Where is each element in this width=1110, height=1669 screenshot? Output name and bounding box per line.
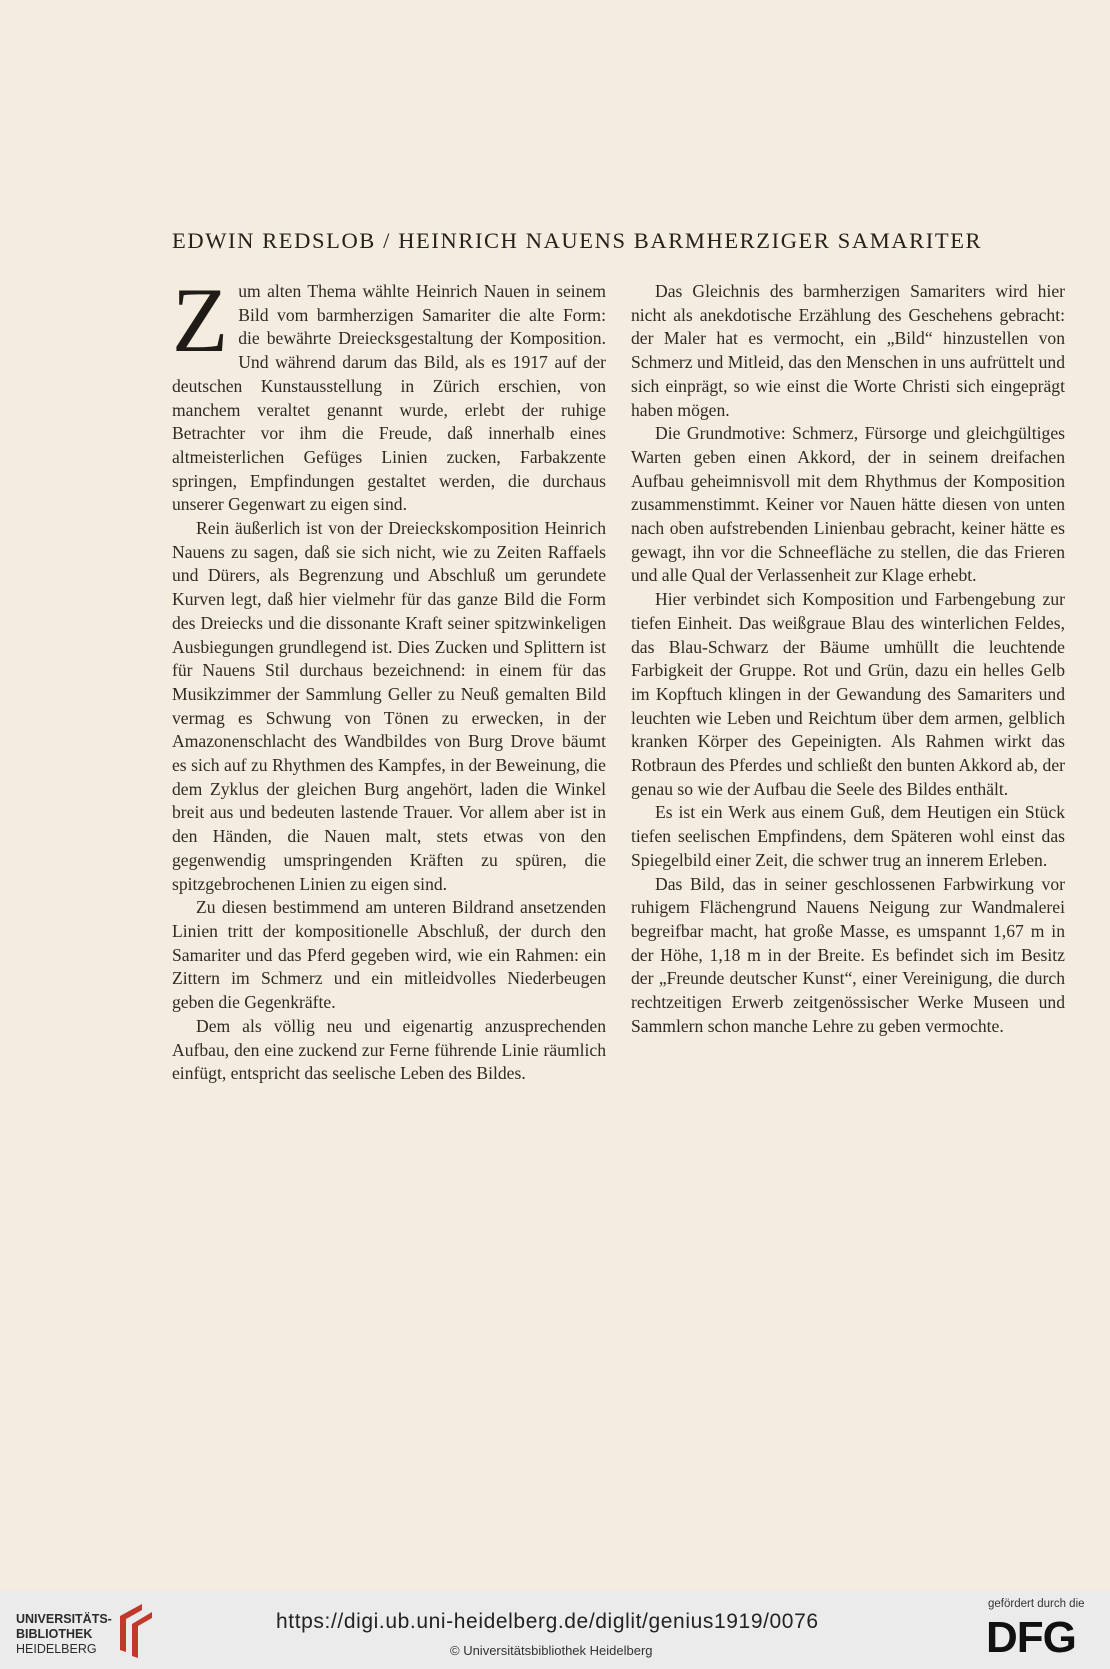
library-logo-icon	[112, 1600, 156, 1658]
paragraph: Zum alten Thema wählte Heinrich Nauen in seinem Bild vom barmherzigen Samariter die alte Form: die bewährte Dreiecksgestaltung der Komposition. Und während darum das Bild, als es 1917 auf der deutschen Kunstausstellung in Zürich erschien, von manchem veraltet genannt wurde, erlebt der ruhige Betrachter vor ihm die Freude, daß innerhalb eines altmeisterlichen Gefüges Linien zucken, Farbakzente springen, Empfindungen gestaltet werden, die durchaus unserer Gegenwart zu eigen sind.	[172, 269, 606, 515]
left-column	[172, 269, 606, 1086]
article-title: EDWIN REDSLOB / HEINRICH NAUENS BARMHERZIGER SAMARITER	[172, 228, 983, 253]
viewer-footer	[0, 1590, 1110, 1669]
paragraph: Dem als völlig neu und eigenartig anzusprechenden Aufbau, den eine zuckend zur Ferne führende Linie räumlich einfügt, entspricht das seelische Leben des Bildes.	[172, 1015, 606, 1084]
paragraph: Das Bild, das in seiner geschlossenen Farbwirkung vor ruhigem Flächengrund Nauens Neigung zur Wandmalerei begreifbar macht, hat große Masse, es umspannt 1,67 m in der Höhe, 1,18 m in der Breite. Es befindet sich im Besitz der „Freunde deutscher Kunst“, einer Vereinigung, die durch rechtzeitigen Erwerb zeitgenössischer Werke Museen und Sammlern schon manche Lehre zu geben vermochte.	[631, 873, 1065, 1036]
paragraph: Hier verbindet sich Komposition und Farbengebung zur tiefen Einheit. Das weißgraue Blau des winterlichen Feldes, das Blau-Schwarz der Bäume umhüllt die leuchtende Farbigkeit der Gruppe. Rot und Grün, dazu ein helles Gelb im Kopftuch klingen in der Gewandung des Samariters und leuchten wie Leben und Reichtum über dem armen, gelblich kranken Körper des Gepeinigten. Als Rahmen wirkt das Rotbraun des Pferdes und schließt den bunten Akkord ab, der genau so wie der Aufbau die Seele des Bildes enthält.	[631, 589, 1065, 799]
copyright-notice: © Universitätsbibliothek Heidelberg	[450, 1643, 653, 1658]
paragraph: Die Grundmotive: Schmerz, Fürsorge und gleichgültiges Warten geben einen Akkord, der in seinem dreifachen Aufbau geheimnisvoll mit dem Rhythmus der Komposition zusammenstimmt. Keiner vor Nauen hätte diesen von unten nach oben aufstrebenden Linienbau gebracht, keiner hätte es gewagt, ihn vor die Schneefläche zu stellen, die das Frieren und alle Qual der Verlassenheit zur Klage erhebt.	[631, 423, 1065, 586]
permalink-url[interactable]: https://digi.ub.uni-heidelberg.de/diglit/genius1919/0076	[276, 1610, 819, 1633]
paragraph: Das Gleichnis des barmherzigen Samariters wird hier nicht als anekdotische Erzählung des Geschehens gebracht: der Maler hat es vermocht, ein „Bild“ hinzustellen von Schmerz und Mitleid, das den Menschen in uns aufrüttelt und sich einprägt, so wie einst die Worte Christi sich eingeprägt haben mögen.	[631, 281, 1065, 420]
dfg-logo: DFG	[986, 1613, 1076, 1662]
paragraph: Rein äußerlich ist von der Dreieckskomposition Heinrich Nauens zu sagen, daß sie sich nicht, wie zu Zeiten Raffaels und Dürers, als Begrenzung und Abschluß um gerundete Kurven legt, daß hier vielmehr für das ganze Bild die Form des Dreiecks und die dissonante Kraft seiner spitzwinkeligen Ausbiegungen grundlegend ist. Dies Zucken und Splittern ist für Nauens Stil durchaus bezeichnend: in einem für das Musikzimmer der Sammlung Geller zu Neuß gemalten Bild vermag es Schwung von Tönen zu erwecken, in der Amazonenschlacht des Wandbildes von Burg Drove bäumt es sich auf zu Rhythmen des Kampfes, in der Beweinung, die dem Zyklus der gleichen Burg angehört, laden die Winkel breit aus und bedeuten lastende Trauer. Vor allem aber ist in den Händen, die Nauen malt, stets etwas von den gegenwendig umspringenden Kräften zu spüren, die spitzgebrochenen Linien zu eigen sind.	[172, 518, 606, 894]
library-name: UNIVERSITÄTS- BIBLIOTHEK HEIDELBERG	[16, 1612, 112, 1656]
drop-cap: Z	[172, 269, 229, 371]
paragraph: Zu diesen bestimmend am unteren Bildrand ansetzenden Linien tritt der kompositionelle Abschluß, der durch den Samariter und das Pferd gegeben wird, wie ein Rahmen: ein Zittern im Schmerz und ein mitleidvolles Niederbeugen geben die Gegenkräfte.	[172, 897, 606, 1013]
funding-note: gefördert durch die	[988, 1598, 1085, 1610]
right-column	[631, 280, 1065, 1039]
paragraph: Es ist ein Werk aus einem Guß, dem Heutigen ein Stück tiefen seelischen Empfindens, dem Späteren wohl einst das Spiegelbild einer Zeit, die schwer trug an innerem Erleben.	[631, 802, 1065, 870]
